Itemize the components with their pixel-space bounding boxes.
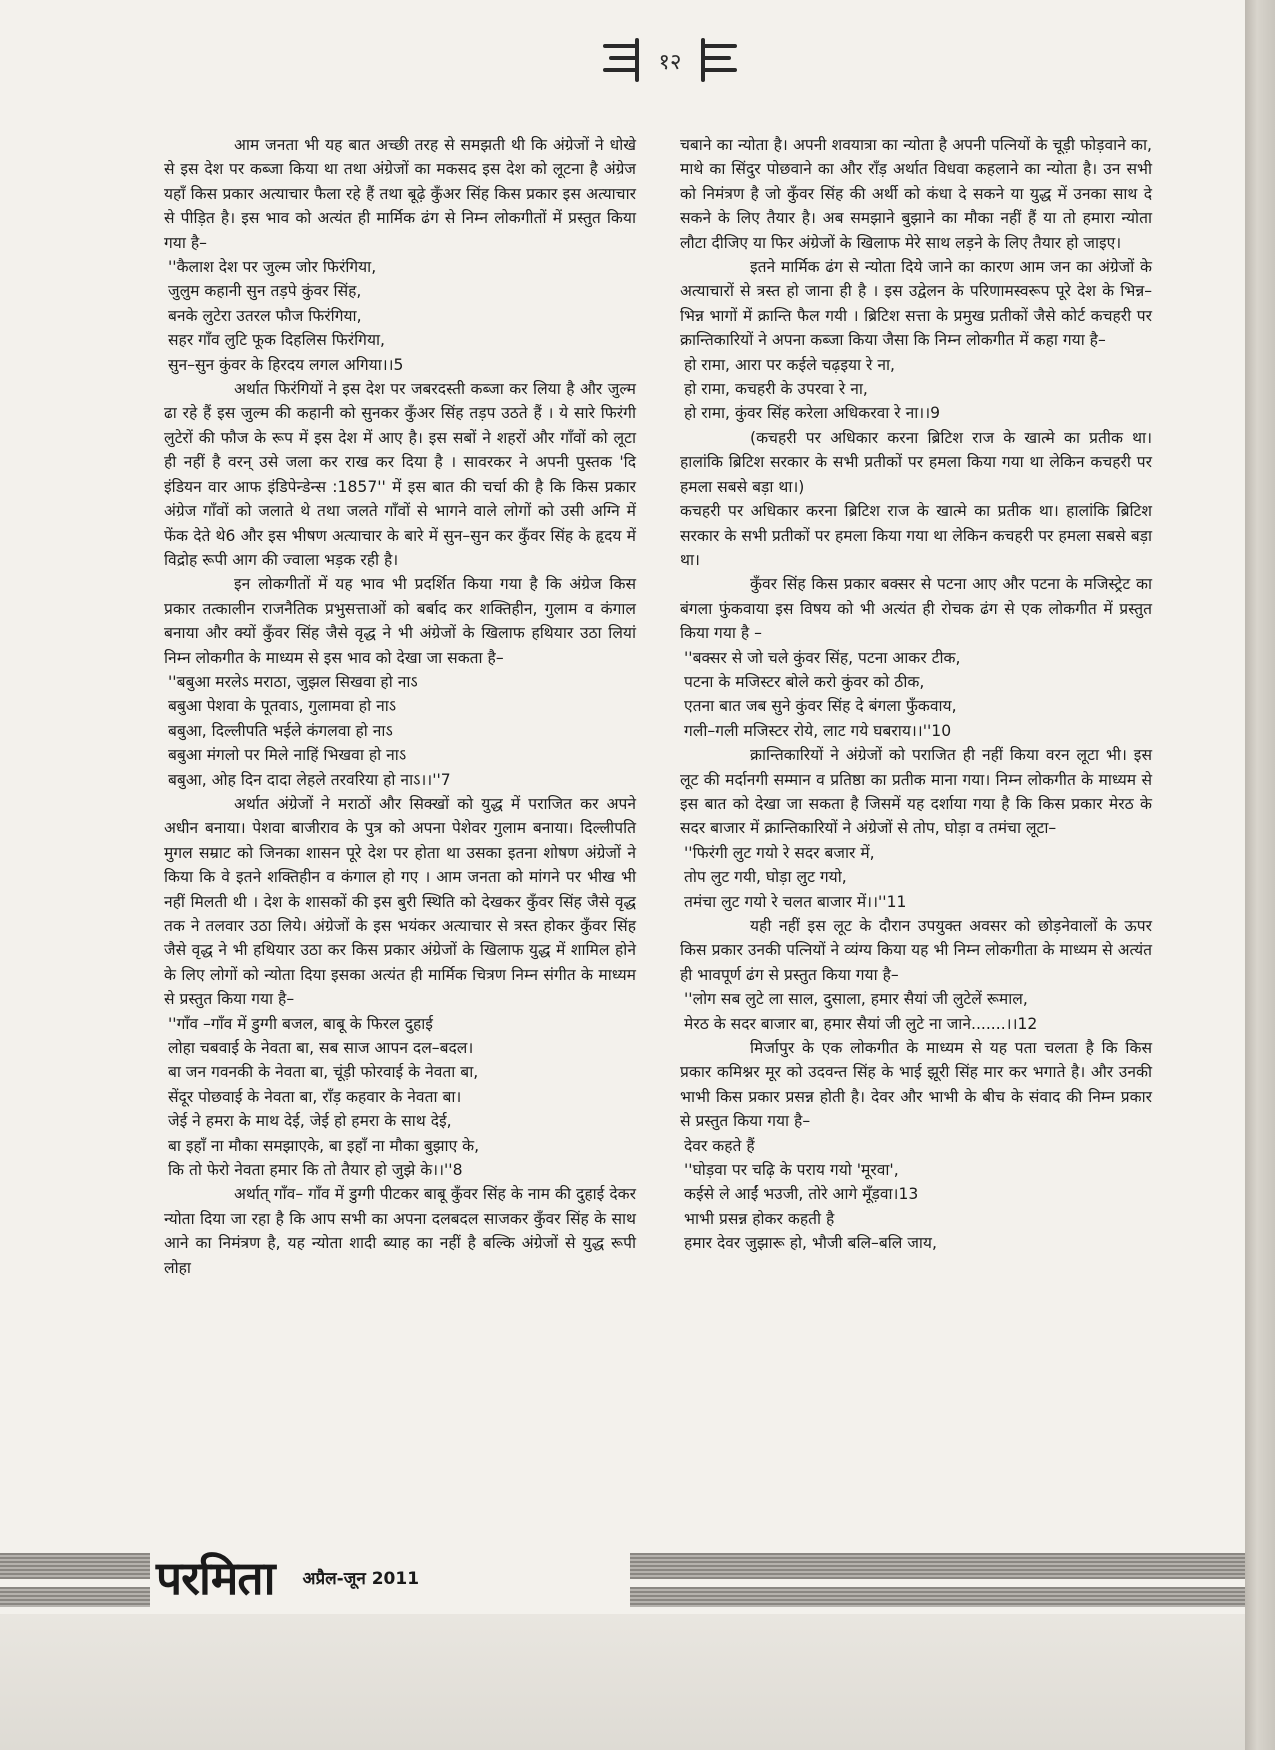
verse-line: बबुआ मंगलो पर मिले नाहिं भिखवा हो नाऽ [168,746,407,765]
verse-line: बा इहाँ ना मौका समझाएके, बा इहाँ ना मौका बुझाए के, [168,1136,480,1155]
verse-line: तमंचा लुट गयो रे चलत बाजार में।।''11 [684,892,907,911]
folk-song-verse [680,353,1152,426]
verse-line: ''लोग सब लुटे ला साल, दुसाला, हमार सैयां जी लुटेलें रूमाल, [684,990,1028,1009]
verse-line: गली–गली मजिस्टर रोये, लाट गये घबराय।।''10 [684,721,952,740]
paragraph: क्रान्तिकारियों ने अंग्रेजों को पराजित ही नहीं किया वरन लूटा भी। इस लूट की मर्दानगी सम्मान व प्रतिष्ठा का प्रतीक माना गया। निम्न लोकगीत के माध्यम से इस बात को देखा जा सकता है जिसमें यह दर्शाया गया है कि किस प्रकार मेरठ के सदर बाजार में क्रान्तिकारियों ने अंग्रेजों से तोप, घोड़ा व तमंचा लूटा– [680,746,1152,838]
verse-line: हो रामा, कुंवर सिंह करेला अधिकरवा रे ना।।9 [684,404,941,423]
paragraph: आम जनता भी यह बात अच्छी तरह से समझती थी कि अंग्रेजों ने धोखे से इस देश पर कब्जा किया था तथा अंग्रेजों का मकसद इस देश को लूटना है अंग्रेज यहाँ किस प्रकार अत्याचार फैला रहे हैं तथा बूढ़े कुँअर सिंह किस प्रकार इस अत्याचार से पीड़ित है। इस भाव को अत्यंत ही मार्मिक ढंग से निम्न लोकगीतों में प्रस्तुत किया गया है– [164,136,636,252]
verse-line: बा जन गवनकी के नेवता बा, चूंड़ी फोरवाई के नेवता बा, [168,1063,479,1082]
magazine-logo: परमिता [156,1551,275,1605]
footer [150,1545,630,1609]
page-bottom-margin [0,1614,1245,1750]
verse-line: पटना के मजिस्टर बोले करो कुंवर को ठीक, [684,672,925,691]
folk-song-verse [680,987,1152,1036]
paragraph: इन लोकगीतों में यह भाव भी प्रदर्शित किया गया है कि अंग्रेज किस प्रकार तत्कालीन राजनैतिक प्रभुसत्ताओं को बर्बाद कर शक्तिहीन, गुलाम व कंगाल बनाया और क्यों कुँवर सिंह जैसे वृद्ध ने भी अंग्रेजों के खिलाफ हथियार उठा लियां निम्न लोकगीत के माध्यम से इस भाव को देखा जा सकता है– [164,575,636,667]
folk-song-verse [680,646,1152,744]
folk-song-verse [164,1012,636,1183]
issue-date: अप्रैल-जून 2011 [302,1568,420,1589]
verse-line: ''घोड़वा पर चढ़ि के पराय गयो 'मूरवा', [684,1161,899,1180]
folk-song-verse [680,841,1152,914]
paragraph: मिर्जापुर के एक लोकगीत के माध्यम से यह पता चलता है कि किस प्रकार कमिश्नर मूर को उदवन्त सिंह के भाई झूरी सिंह मार कर भगाते है। और उनकी भाभी किस प्रकार प्रसन्न होती है। देवर और भाभी के बीच के संवाद की निम्न प्रकार से प्रस्तुत किया गया है– [680,1039,1152,1131]
verse-line: एतना बात जब सुने कुंवर सिंह दे बंगला फुँकवाय, [684,697,957,716]
verse-line: बबुआ पेशवा के पूतवाऽ, गुलामवा हो नाऽ [168,697,397,716]
verse-line: सेंदूर पोछवाई के नेवता बा, राँड़ कहवार के नेवता बा। [168,1087,462,1106]
verse-line: जुलुम कहानी सुन तड़पे कुंवर सिंह, [168,282,362,301]
verse-line: तोप लुट गयी, घोड़ा लुट गयो, [684,868,847,887]
paragraph: कचहरी पर अधिकार करना ब्रिटिश राज के खात्मे का प्रतीक था। हालांकि ब्रिटिश सरकार के सभी प्रतीकों पर हमला किया गया था लेकिन कचहरी पर हमला सबसे बड़ा था। [680,502,1152,569]
verse-line: बबुआ, ओह दिन दादा लेहले तरवरिया हो नाऽ।।''7 [168,770,451,789]
paragraph: कुँवर सिंह किस प्रकार बक्सर से पटना आए और पटना के मजिस्ट्रेट का बंगला फुंकवाया इस विषय को भी अत्यंत ही रोचक ढंग से एक लोकगीत में प्रस्तुत किया गया है – [680,575,1152,643]
verse-line: जेई ने हमरा के माथ देई, जेई हो हमरा के साथ देई, [168,1112,452,1131]
verse-line: देवर कहते हैं [684,1136,755,1155]
verse-line: ''बबुआ मरलेऽ मराठा, जुझल सिखवा हो नाऽ [168,672,418,691]
verse-line: हमार देवर जुझारू हो, भौजी बलि–बलि जाय, [684,1234,937,1253]
paragraph: यही नहीं इस लूट के दौरान उपयुक्त अवसर को छोड़नेवालों के ऊपर किस प्रकार उनकी पत्नियों ने व्यंग्य किया यह भी निम्न लोकगीता के माध्यम से अत्यंत ही भावपूर्ण ढंग से प्रस्तुत किया गया है– [680,917,1152,984]
verse-line: ''गाँव –गाँव में डुग्गी बजल, बाबू के फिरल दुहाई [168,1014,433,1033]
verse-line: ''फिरंगी लुट गयो रे सदर बजार में, [684,843,875,862]
verse-line: मेरठ के सदर बाजार बा, हमार सैयां जी लुटे ना जाने.......।।12 [684,1014,1038,1033]
verse-line: कईसे ले आईं भउजी, तोरे आगे मूँड़वा।13 [684,1185,919,1204]
paragraph: चबाने का न्योता है। अपनी शवयात्रा का न्योता है अपनी पत्नियों के चूड़ी फोड़वाने का, माथे का सिंदुर पोछवाने का और राँड़ अर्थात विधवा कहलाने का न्योता है। उन सभी को निमंत्रण है जो कुँवर सिंह की अर्थी को कंधा दे सकने या युद्ध में उनका साथ दे सकने के लिए तैयार है। अब समझाने बुझाने का मौका नहीं हैं या तो हमारा न्योता लौटा दीजिए या फिर अंग्रेजों के खिलाफ मेरे साथ लड़ने के लिए तैयार हो जाइए। [680,136,1152,252]
verse-line: ''कैलाश देश पर जुल्म जोर फिरंगिया, [168,258,377,277]
verse-line: कि तो फेरो नेवता हमार कि तो तैयार हो जुझे के।।''8 [168,1161,463,1180]
right-column [680,133,1152,1256]
verse-line: लोहा चबवाई के नेवता बा, सब साज आपन दल–बदल। [168,1039,474,1058]
verse-line: हो रामा, कचहरी के उपरवा रे ना, [684,380,868,399]
left-column [164,133,636,1280]
verse-line: बबुआ, दिल्लीपति भईले कंगलवा हो नाऽ [168,721,393,740]
verse-line: सहर गाँव लुटि फूक दिहलिस फिरंगिया, [168,331,385,350]
folk-song-verse [164,670,636,792]
verse-line: बनके लुटेरा उतरल फौज फिरंगिया, [168,306,362,325]
folk-song-verse [164,255,636,377]
verse-line: भाभी प्रसन्न होकर कहती है [684,1209,835,1228]
verse-line: ''बक्सर से जो चले कुंवर सिंह, पटना आकर टीक, [684,648,961,667]
paragraph: अर्थात फिरंगियों ने इस देश पर जबरदस्ती कब्जा कर लिया है और जुल्म ढा रहे हैं इस जुल्म की कहानी को सुनकर कुँअर सिंह तड़प उठते हैं । ये सारे फिरंगी लुटेरों की फौज के रूप में इस देश में आए है। इस सबों ने शहरों और गाँवों को लूटा ही नहीं है वरन् उसे जला कर राख कर दिया है । सावरकर ने अपनी पुस्तक 'दि इंडियन वार आफ इंडिपेन्डेन्स :1857'' में इस बात की चर्चा की है कि किस प्रकार अंग्रेज गाँवों को जलाते थे तथा जलते गाँवों से भागने वाले लोगों को उसी अग्नि में फेंक देते थे6 और इस भीषण अत्याचार के बारे में सुन–सुन कर कुँवर सिंह के हृदय में विद्रोह रूपी आग की ज्वाला भड़क रही है। [164,380,636,569]
paragraph: इतने मार्मिक ढंग से न्योता दिये जाने का कारण आम जन का अंग्रेजों के अत्याचारों से त्रस्त हो जाना ही है । इस उद्वेलन के परिणामस्वरूप पूरे देश के भिन्न–भिन्न भागों में क्रान्ति फैल गयी । ब्रिटिश सत्ता के प्रमुख प्रतीकों जैसे कोर्ट कचहरी पर क्रान्तिकारियों ने अपना कब्जा किया जैसा कि निम्न लोकगीत में कहा गया है– [680,258,1152,350]
paragraph: अर्थात अंग्रेजों ने मराठों और सिक्खों को युद्ध में पराजित कर अपने अधीन बनाया। पेशवा बाजीराव के पुत्र को अपना पेशेवर गुलाम बनाया। दिल्लीपति मुगल सम्राट को जिनका शासन पूरे देश पर होता था उसका इतना शोषण अंग्रेजों ने किया कि वे इतने शक्तिहीन व कंगाल हो गए । आम जनता को मांगने पर भीख भी नहीं मिलती थी । देश के शासकों की इस बुरी स्थिति को देखकर कुँवर सिंह जैसे वृद्ध तक ने तलवार उठा लिये। अंग्रेजों के इस भयंकर अत्याचार से त्रस्त होकर कुँवर सिंह जैसे वृद्ध ने भी हथियार उठा कर किस प्रकार अंग्रेजों के खिलाफ युद्ध में शामिल होने के लिए लोगों को न्योता दिया इसका अत्यंत ही मार्मिक चित्रण निम्न संगीत के माध्यम से प्रस्तुत किया गया है– [164,794,636,1009]
verse-line: सुन–सुन कुंवर के हिरदय लगल अगिया।।5 [168,355,404,374]
page-number: १२ [658,50,682,75]
page-edge [1245,0,1275,1750]
verse-line: हो रामा, आरा पर कईले चढ़इया रे ना, [684,355,895,374]
paragraph: (कचहरी पर अधिकार करना ब्रिटिश राज के खात्मे का प्रतीक था। हालांकि ब्रिटिश सरकार के सभी प्रतीकों पर हमला किया गया था लेकिन कचहरी पर हमला सबसे बड़ा था।) [680,428,1152,496]
paragraph: अर्थात् गाँव– गाँव में डुग्गी पीटकर बाबू कुँवर सिंह के नाम की दुहाई देकर न्योता दिया जा रहा है कि आप सभी का अपना दलबदल साजकर कुँवर सिंह के साथ आने का निमंत्रण है, यह न्योता शादी ब्याह का नहीं है बल्कि अंग्रेजों से युद्ध रूपी लोहा [164,1185,636,1277]
page-number-ornament [595,36,745,86]
folk-song-verse [680,1134,1152,1256]
